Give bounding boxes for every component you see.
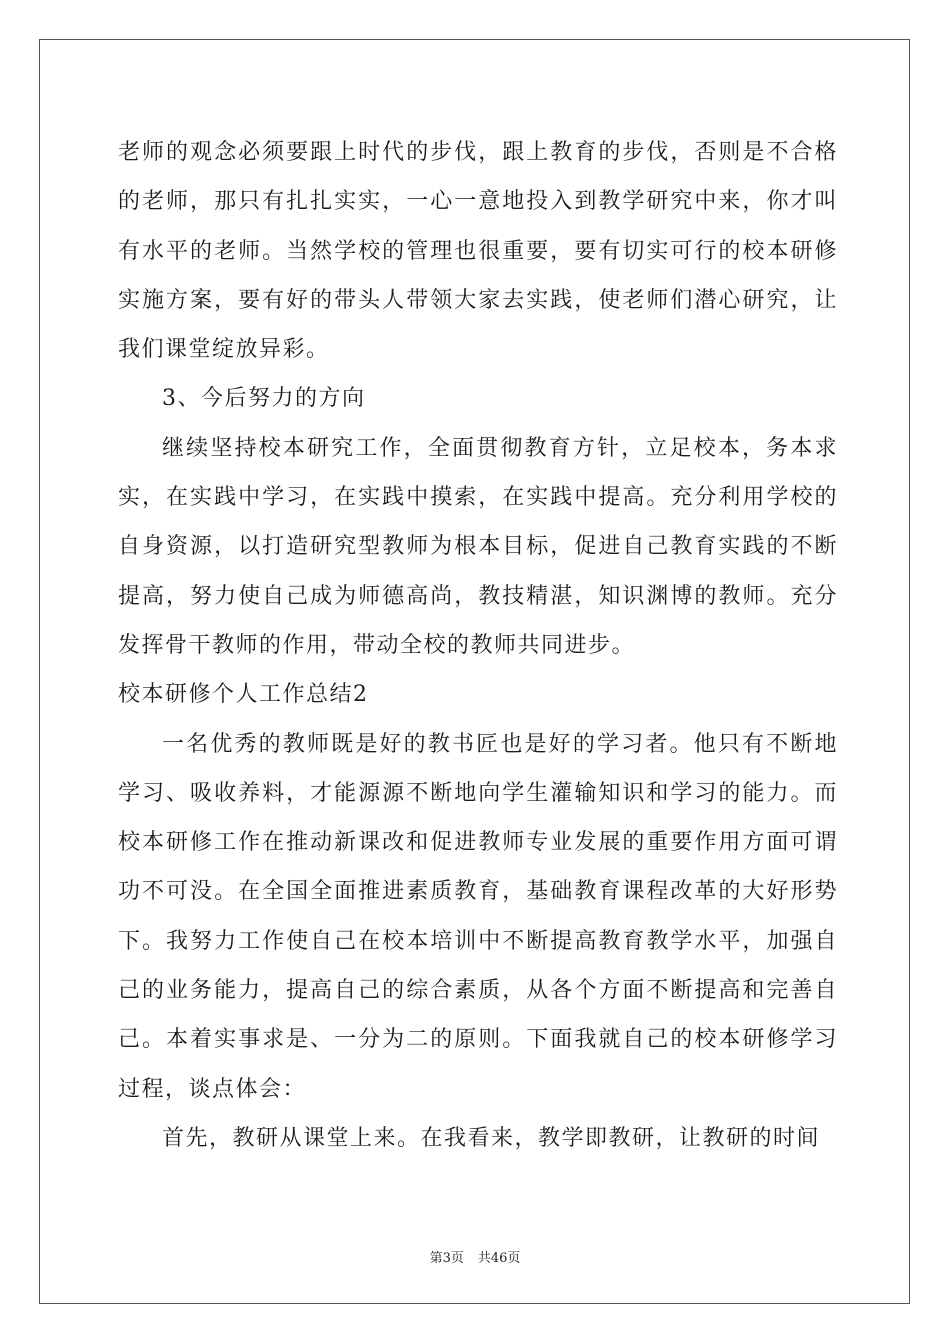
document-title-summary-2: 校本研修个人工作总结2 <box>118 682 369 708</box>
document-body <box>118 128 838 1163</box>
section-heading-future-direction: 3、今后努力的方向 <box>162 386 366 412</box>
paragraph-first-point: 首先，教研从课堂上来。在我看来，教学即教研，让教研的时间 <box>162 1125 821 1151</box>
paragraph-intro: 一名优秀的教师既是好的教书匠也是好的学习者。他只有不断地学习、吸收养料，才能源源不断地向学生灌输知识和学习的能力。而校本研修工作在推动新课改和促进教师专业发展的重要作用方面可谓功不可没。在全国全面推进素质教育，基础教育课程改革的大好形势下。我努力工作使自己在校本培训中不断提高教育教学水平，加强自己的业务能力，提高自己的综合素质，从各个方面不断提高和完善自己。本着实事求是、一分为二的原则。下面我就自己的校本研修学习过程，谈点体会： <box>118 731 838 1102</box>
paragraph-future-direction: 继续坚持校本研究工作，全面贯彻教育方针，立足校本，务本求实，在实践中学习，在实践中摸索，在实践中提高。充分利用学校的自身资源，以打造研究型教师为根本目标，促进自己教育实践的不断提高，努力使自己成为师德高尚，教技精湛，知识渊博的教师。充分发挥骨干教师的作用，带动全校的教师共同进步。 <box>118 435 838 658</box>
page-number: 第3页 <box>429 1251 464 1266</box>
page-footer <box>0 1247 950 1266</box>
paragraph-continuation: 老师的观念必须要跟上时代的步伐，跟上教育的步伐，否则是不合格的老师，那只有扎扎实实，一心一意地投入到教学研究中来，你才叫有水平的老师。当然学校的管理也很重要，要有切实可行的校本研修实施方案，要有好的带头人带领大家去实践，使老师们潜心研究，让我们课堂绽放异彩。 <box>118 140 838 363</box>
page-total: 共46页 <box>477 1251 521 1266</box>
